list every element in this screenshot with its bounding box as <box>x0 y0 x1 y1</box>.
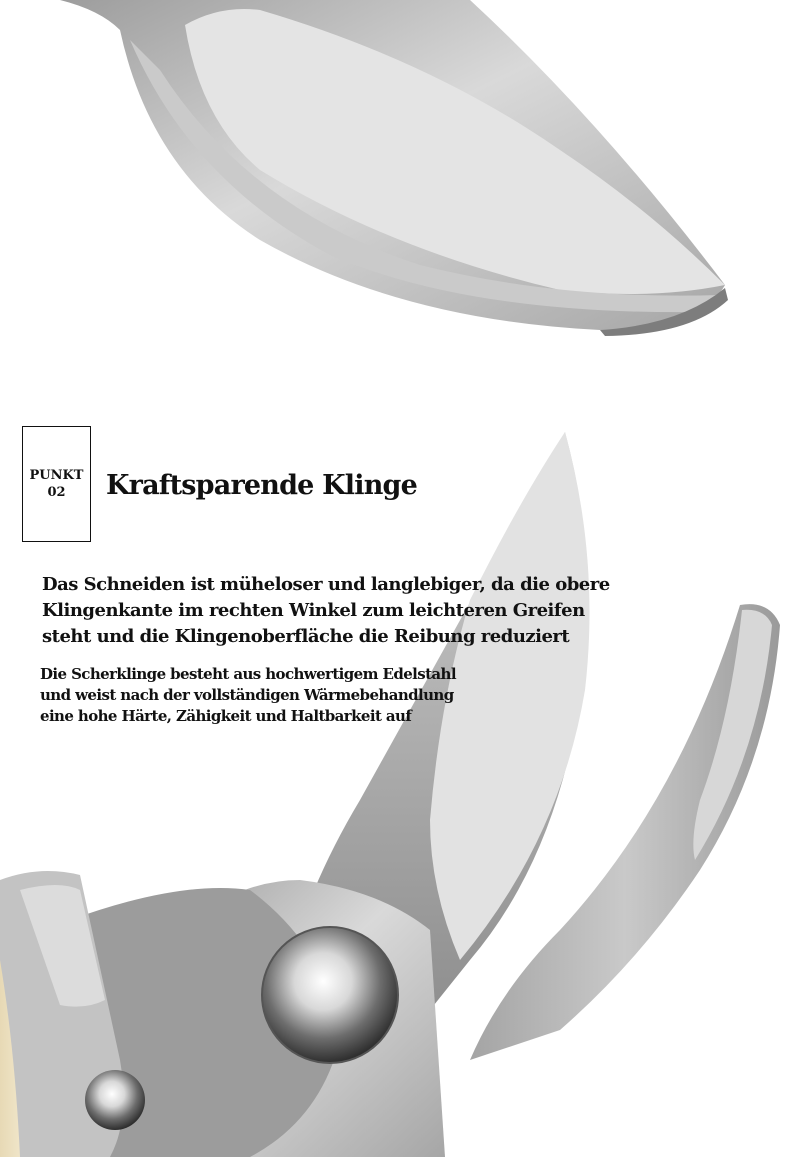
badge-number: 02 <box>47 485 66 500</box>
top-blade-closeup <box>60 0 728 336</box>
lead-paragraph <box>42 572 642 650</box>
section-title: Kraftsparende Klinge <box>106 470 418 501</box>
lead-line: Klingenkante im rechten Winkel zum leichteren Greifen <box>42 600 585 621</box>
body-paragraph <box>40 664 510 727</box>
body-line: und weist nach der vollständigen Wärmebehandlung <box>40 686 454 704</box>
body-line: eine hohe Härte, Zähigkeit und Haltbarkeit auf <box>40 707 412 725</box>
spring-rivet <box>85 1070 145 1130</box>
body-line: Die Scherklinge besteht aus hochwertigem Edelstahl <box>40 665 456 683</box>
lead-line: Das Schneiden ist müheloser und langlebiger, da die obere <box>42 574 610 595</box>
badge-label: PUNKT <box>29 468 84 483</box>
point-badge <box>22 426 91 542</box>
lead-line: steht und die Klingenoberfläche die Reibung reduziert <box>42 626 570 647</box>
